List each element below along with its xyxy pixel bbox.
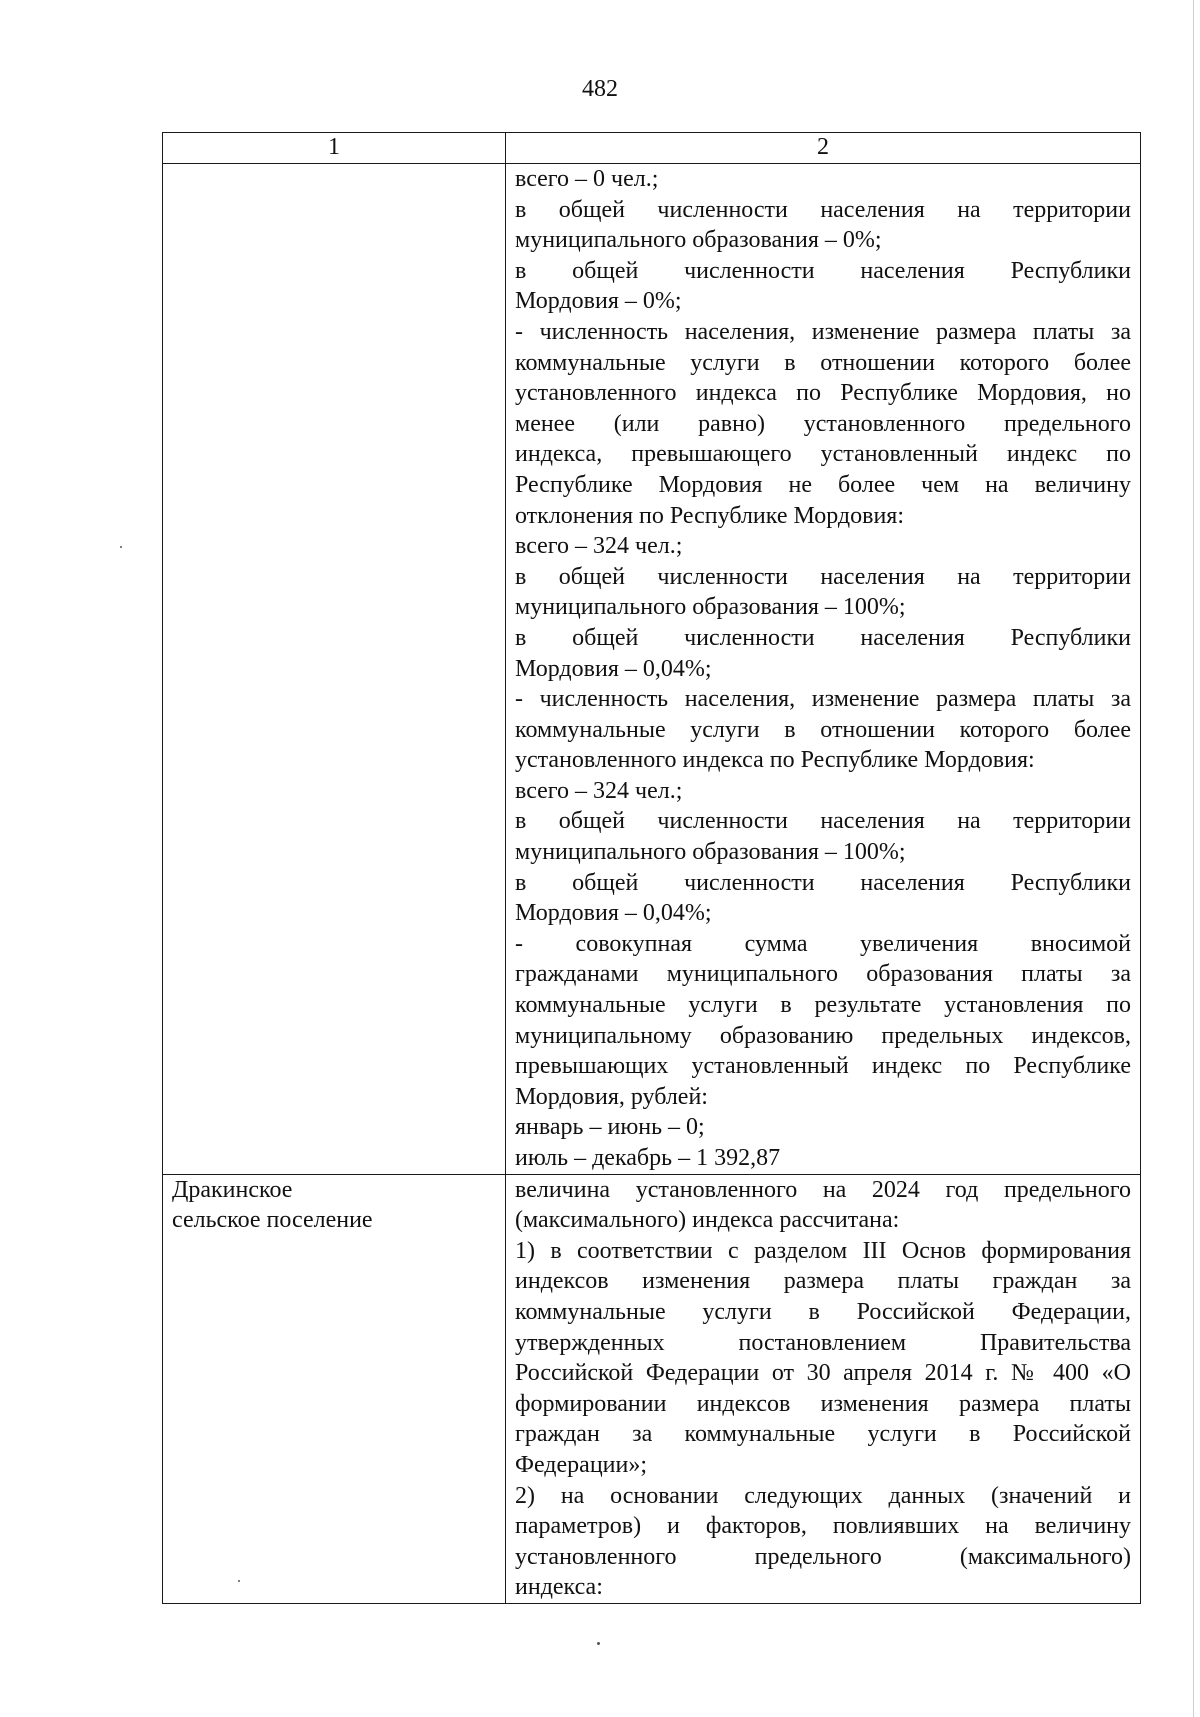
text-line: гражданами муниципального образования платы за [515, 961, 1131, 988]
text-line: в общей численности населения Республики [515, 869, 1131, 896]
text-line: установленного индекса по Республике Мордовия, но [515, 380, 1131, 407]
text-line: июль – декабрь – 1 392,87 [515, 1145, 781, 1171]
text-line: в общей численности населения Республики [515, 624, 1131, 651]
text-line: Федерации»; [515, 1451, 648, 1478]
text-line: Мордовия, рублей: [515, 1083, 708, 1110]
text-line: в общей численности населения на территории [515, 563, 1131, 590]
text-line: установленного предельного (максимального) [515, 1543, 1131, 1570]
table-header-row [163, 133, 1141, 164]
table-row [163, 164, 1141, 1175]
text-line: январь – июнь – 0; [515, 1114, 705, 1141]
text-line: Мордовия – 0%; [515, 288, 682, 315]
text-line: муниципального образования – 0%; [515, 227, 882, 254]
text-line: менее (или равно) установленного предельного [515, 410, 1131, 437]
text-line: утвержденных постановлением Правительства [515, 1329, 1131, 1356]
text-line: отклонения по Республике Мордовия: [515, 502, 905, 529]
table-cell-municipality [163, 164, 506, 1175]
text-line: параметров) и факторов, повлиявших на величину [515, 1513, 1131, 1540]
table-cell-description [506, 164, 1141, 1175]
text-line: муниципального образования – 100%; [515, 839, 906, 866]
table-row [163, 1174, 1141, 1603]
text-line: в общей численности населения Республики [515, 257, 1131, 284]
text-line: всего – 324 чел.; [515, 777, 683, 804]
page-number: 482 [582, 76, 618, 102]
text-line: Дракинское [172, 1176, 293, 1203]
text-line: всего – 324 чел.; [515, 533, 683, 560]
text-line: превышающих установленный индекс по Республике [515, 1053, 1131, 1080]
text-line: в общей численности населения на территории [515, 808, 1131, 835]
text-line: индексов изменения размера платы граждан за [515, 1268, 1131, 1295]
text-line: муниципальному образованию предельных индексов, [515, 1022, 1131, 1049]
text-line: Российской Федерации от 30 апреля 2014 г. № 400 «О [515, 1360, 1131, 1387]
text-line: граждан за коммунальные услуги в Российской [515, 1421, 1131, 1448]
text-line: всего – 0 чел.; [515, 166, 659, 192]
text-line: в общей численности населения на территории [515, 196, 1131, 223]
column-header-2: 2 [506, 133, 1141, 164]
text-line: коммунальные услуги в отношении которого более [515, 716, 1131, 743]
scan-speck [597, 1642, 600, 1645]
scan-edge-line [1193, 0, 1194, 1717]
text-line: 2) на основании следующих данных (значений и [515, 1482, 1131, 1509]
text-line: Мордовия – 0,04%; [515, 900, 712, 927]
text-line: муниципального образования – 100%; [515, 594, 906, 621]
text-line: Мордовия – 0,04%; [515, 655, 712, 682]
text-line: сельское поселение [172, 1207, 373, 1234]
text-line: 1) в соответствии с разделом III Основ формирования [515, 1237, 1131, 1264]
text-line: - численность населения, изменение размера платы за [515, 318, 1131, 345]
text-line: коммунальные услуги в отношении которого более [515, 349, 1131, 376]
text-line: величина установленного на 2024 год предельного [515, 1176, 1131, 1203]
text-line: - совокупная сумма увеличения вносимой [515, 930, 1131, 957]
text-line: коммунальные услуги в Российской Федерации, [515, 1298, 1131, 1325]
text-line: коммунальные услуги в результате установления по [515, 992, 1131, 1019]
text-line: индекса: [515, 1574, 603, 1601]
text-line: - численность населения, изменение размера платы за [515, 686, 1131, 713]
text-line: установленного индекса по Республике Мордовия: [515, 747, 1035, 774]
text-line: (максимального) индекса рассчитана: [515, 1207, 900, 1234]
text-line: формировании индексов изменения размера платы [515, 1390, 1131, 1417]
scan-speck [120, 546, 122, 548]
table-cell-description [506, 1174, 1141, 1603]
table-cell-municipality [163, 1174, 506, 1603]
column-header-1: 1 [163, 133, 506, 164]
text-line: Республике Мордовия не более чем на величину [515, 471, 1131, 498]
text-line: индекса, превышающего установленный индекс по [515, 441, 1131, 468]
document-table [162, 132, 1141, 1604]
